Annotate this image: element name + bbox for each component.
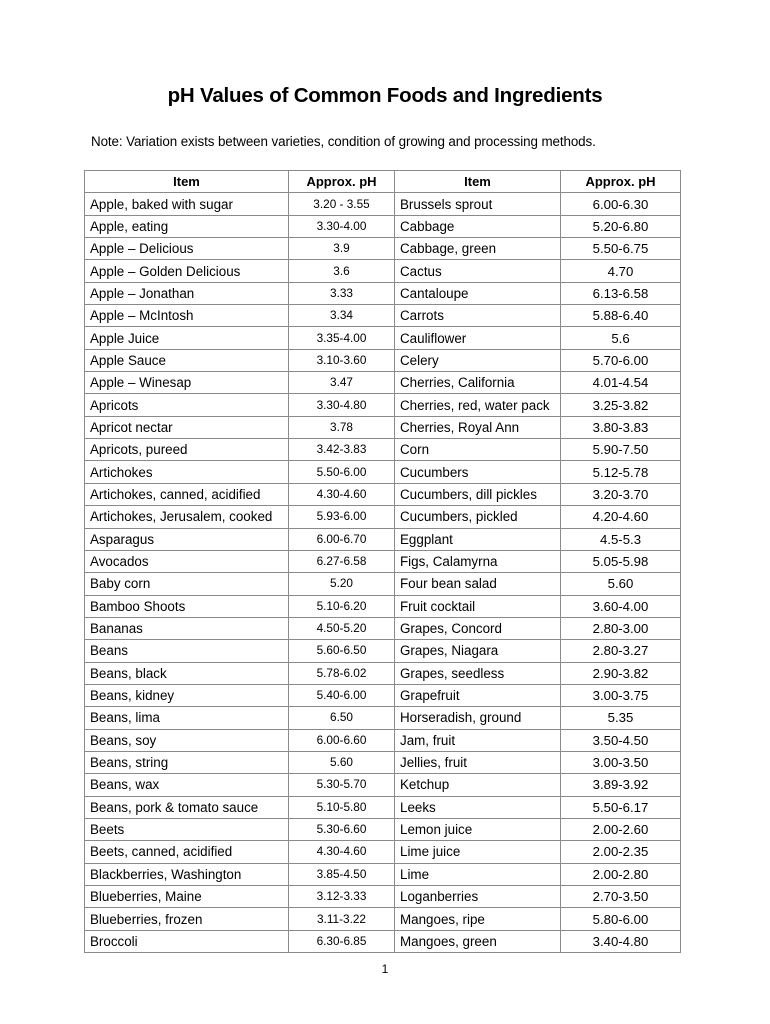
item-left-cell: Beans — [85, 640, 289, 662]
table-row — [85, 260, 681, 282]
table-row — [85, 729, 681, 751]
ph-values-table — [84, 170, 681, 953]
item-left-cell: Beets — [85, 818, 289, 840]
ph-right-cell: 3.40-4.80 — [561, 930, 681, 952]
item-right-cell: Four bean salad — [395, 573, 561, 595]
item-right-cell: Ketchup — [395, 774, 561, 796]
item-right-cell: Lime juice — [395, 841, 561, 863]
header-ph-right: Approx. pH — [561, 171, 681, 193]
table-row — [85, 707, 681, 729]
item-right-cell: Grapes, seedless — [395, 662, 561, 684]
ph-right-cell: 3.80-3.83 — [561, 416, 681, 438]
table-row — [85, 818, 681, 840]
ph-left-cell: 3.30-4.00 — [289, 215, 395, 237]
table-row — [85, 863, 681, 885]
ph-left-cell: 3.33 — [289, 282, 395, 304]
item-right-cell: Carrots — [395, 305, 561, 327]
item-left-cell: Apricot nectar — [85, 416, 289, 438]
item-left-cell: Apple – Golden Delicious — [85, 260, 289, 282]
table-row — [85, 416, 681, 438]
item-right-cell: Eggplant — [395, 528, 561, 550]
item-right-cell: Fruit cocktail — [395, 595, 561, 617]
item-left-cell: Blueberries, Maine — [85, 886, 289, 908]
ph-right-cell: 4.01-4.54 — [561, 372, 681, 394]
item-left-cell: Apple – McIntosh — [85, 305, 289, 327]
ph-right-cell: 2.00-2.80 — [561, 863, 681, 885]
ph-right-cell: 6.13-6.58 — [561, 282, 681, 304]
ph-left-cell: 3.30-4.80 — [289, 394, 395, 416]
ph-right-cell: 2.00-2.60 — [561, 818, 681, 840]
ph-right-cell: 5.05-5.98 — [561, 550, 681, 572]
table-row — [85, 461, 681, 483]
ph-left-cell: 3.9 — [289, 238, 395, 260]
header-ph-left: Approx. pH — [289, 171, 395, 193]
table-row — [85, 215, 681, 237]
item-left-cell: Artichokes, canned, acidified — [85, 483, 289, 505]
item-right-cell: Cactus — [395, 260, 561, 282]
ph-right-cell: 5.88-6.40 — [561, 305, 681, 327]
item-right-cell: Cherries, California — [395, 372, 561, 394]
item-left-cell: Apple Sauce — [85, 349, 289, 371]
item-left-cell: Apple, eating — [85, 215, 289, 237]
table-row — [85, 930, 681, 952]
ph-right-cell: 5.50-6.75 — [561, 238, 681, 260]
ph-right-cell: 2.80-3.27 — [561, 640, 681, 662]
item-left-cell: Asparagus — [85, 528, 289, 550]
ph-right-cell: 3.00-3.75 — [561, 684, 681, 706]
ph-left-cell: 3.12-3.33 — [289, 886, 395, 908]
item-right-cell: Cantaloupe — [395, 282, 561, 304]
ph-right-cell: 2.80-3.00 — [561, 617, 681, 639]
ph-left-cell: 3.10-3.60 — [289, 349, 395, 371]
item-right-cell: Lime — [395, 863, 561, 885]
ph-right-cell: 5.80-6.00 — [561, 908, 681, 930]
ph-right-cell: 4.20-4.60 — [561, 506, 681, 528]
item-right-cell: Figs, Calamyrna — [395, 550, 561, 572]
ph-left-cell: 5.60 — [289, 751, 395, 773]
table-row — [85, 908, 681, 930]
ph-left-cell: 4.30-4.60 — [289, 483, 395, 505]
ph-right-cell: 4.70 — [561, 260, 681, 282]
table-row — [85, 774, 681, 796]
item-right-cell: Cucumbers, dill pickles — [395, 483, 561, 505]
table-row — [85, 506, 681, 528]
table-row — [85, 617, 681, 639]
item-left-cell: Beans, kidney — [85, 684, 289, 706]
item-right-cell: Cabbage, green — [395, 238, 561, 260]
item-right-cell: Brussels sprout — [395, 193, 561, 215]
ph-left-cell: 3.11-3.22 — [289, 908, 395, 930]
item-left-cell: Blueberries, frozen — [85, 908, 289, 930]
ph-right-cell: 5.20-6.80 — [561, 215, 681, 237]
item-left-cell: Artichokes, Jerusalem, cooked — [85, 506, 289, 528]
ph-left-cell: 6.00-6.60 — [289, 729, 395, 751]
ph-left-cell: 3.34 — [289, 305, 395, 327]
ph-right-cell: 3.60-4.00 — [561, 595, 681, 617]
variation-note: Note: Variation exists between varieties, condition of growing and processing methods. — [91, 134, 596, 149]
ph-right-cell: 6.00-6.30 — [561, 193, 681, 215]
ph-left-cell: 5.30-6.60 — [289, 818, 395, 840]
ph-left-cell: 3.85-4.50 — [289, 863, 395, 885]
table-row — [85, 640, 681, 662]
item-left-cell: Baby corn — [85, 573, 289, 595]
table-row — [85, 372, 681, 394]
header-item-left: Item — [85, 171, 289, 193]
ph-right-cell: 5.12-5.78 — [561, 461, 681, 483]
item-right-cell: Leeks — [395, 796, 561, 818]
ph-left-cell: 3.78 — [289, 416, 395, 438]
page-title: pH Values of Common Foods and Ingredients — [167, 84, 603, 107]
ph-right-cell: 3.20-3.70 — [561, 483, 681, 505]
item-right-cell: Cherries, red, water pack — [395, 394, 561, 416]
table-row — [85, 238, 681, 260]
table-row — [85, 439, 681, 461]
table-row — [85, 349, 681, 371]
table-row — [85, 327, 681, 349]
item-right-cell: Cucumbers, pickled — [395, 506, 561, 528]
table-row — [85, 528, 681, 550]
ph-right-cell: 2.70-3.50 — [561, 886, 681, 908]
table-row — [85, 550, 681, 572]
item-left-cell: Artichokes — [85, 461, 289, 483]
table-row — [85, 573, 681, 595]
ph-left-cell: 3.47 — [289, 372, 395, 394]
item-right-cell: Lemon juice — [395, 818, 561, 840]
ph-right-cell: 5.6 — [561, 327, 681, 349]
ph-right-cell: 3.00-3.50 — [561, 751, 681, 773]
item-right-cell: Corn — [395, 439, 561, 461]
item-right-cell: Cabbage — [395, 215, 561, 237]
ph-left-cell: 5.10-5.80 — [289, 796, 395, 818]
ph-left-cell: 5.40-6.00 — [289, 684, 395, 706]
table-row — [85, 305, 681, 327]
item-left-cell: Beans, wax — [85, 774, 289, 796]
item-right-cell: Mangoes, green — [395, 930, 561, 952]
item-left-cell: Blackberries, Washington — [85, 863, 289, 885]
table-row — [85, 193, 681, 215]
ph-left-cell: 5.50-6.00 — [289, 461, 395, 483]
page-number: 1 — [381, 962, 389, 976]
ph-left-cell: 6.50 — [289, 707, 395, 729]
item-right-cell: Loganberries — [395, 886, 561, 908]
ph-left-cell: 6.27-6.58 — [289, 550, 395, 572]
table-header-row — [85, 171, 681, 193]
item-left-cell: Apricots, pureed — [85, 439, 289, 461]
ph-right-cell: 5.35 — [561, 707, 681, 729]
ph-right-cell: 3.50-4.50 — [561, 729, 681, 751]
table-row — [85, 796, 681, 818]
table-row — [85, 595, 681, 617]
item-left-cell: Avocados — [85, 550, 289, 572]
ph-left-cell: 3.6 — [289, 260, 395, 282]
ph-right-cell: 2.00-2.35 — [561, 841, 681, 863]
item-right-cell: Celery — [395, 349, 561, 371]
table-row — [85, 886, 681, 908]
ph-right-cell: 5.60 — [561, 573, 681, 595]
table-row — [85, 282, 681, 304]
item-left-cell: Bananas — [85, 617, 289, 639]
ph-left-cell: 3.35-4.00 — [289, 327, 395, 349]
item-right-cell: Cherries, Royal Ann — [395, 416, 561, 438]
item-right-cell: Cauliflower — [395, 327, 561, 349]
table-row — [85, 662, 681, 684]
item-left-cell: Beans, black — [85, 662, 289, 684]
ph-left-cell: 4.50-5.20 — [289, 617, 395, 639]
ph-right-cell: 5.50-6.17 — [561, 796, 681, 818]
table-row — [85, 751, 681, 773]
ph-right-cell: 2.90-3.82 — [561, 662, 681, 684]
item-right-cell: Grapes, Concord — [395, 617, 561, 639]
item-left-cell: Apple – Winesap — [85, 372, 289, 394]
ph-left-cell: 5.60-6.50 — [289, 640, 395, 662]
ph-left-cell: 3.20 - 3.55 — [289, 193, 395, 215]
item-right-cell: Horseradish, ground — [395, 707, 561, 729]
item-right-cell: Jam, fruit — [395, 729, 561, 751]
ph-left-cell: 5.93-6.00 — [289, 506, 395, 528]
ph-right-cell: 5.90-7.50 — [561, 439, 681, 461]
table-row — [85, 394, 681, 416]
item-left-cell: Apricots — [85, 394, 289, 416]
ph-right-cell: 5.70-6.00 — [561, 349, 681, 371]
item-right-cell: Grapefruit — [395, 684, 561, 706]
item-left-cell: Beets, canned, acidified — [85, 841, 289, 863]
table-row — [85, 483, 681, 505]
item-right-cell: Jellies, fruit — [395, 751, 561, 773]
item-left-cell: Apple – Jonathan — [85, 282, 289, 304]
item-left-cell: Bamboo Shoots — [85, 595, 289, 617]
item-left-cell: Beans, soy — [85, 729, 289, 751]
item-left-cell: Apple – Delicious — [85, 238, 289, 260]
table-row — [85, 684, 681, 706]
ph-left-cell: 4.30-4.60 — [289, 841, 395, 863]
ph-left-cell: 5.20 — [289, 573, 395, 595]
item-left-cell: Beans, pork & tomato sauce — [85, 796, 289, 818]
ph-left-cell: 6.30-6.85 — [289, 930, 395, 952]
table-row — [85, 841, 681, 863]
ph-left-cell: 5.10-6.20 — [289, 595, 395, 617]
ph-right-cell: 3.25-3.82 — [561, 394, 681, 416]
item-left-cell: Apple Juice — [85, 327, 289, 349]
item-left-cell: Broccoli — [85, 930, 289, 952]
item-right-cell: Grapes, Niagara — [395, 640, 561, 662]
item-right-cell: Mangoes, ripe — [395, 908, 561, 930]
item-left-cell: Beans, lima — [85, 707, 289, 729]
header-item-right: Item — [395, 171, 561, 193]
item-right-cell: Cucumbers — [395, 461, 561, 483]
ph-right-cell: 4.5-5.3 — [561, 528, 681, 550]
ph-left-cell: 5.30-5.70 — [289, 774, 395, 796]
item-left-cell: Apple, baked with sugar — [85, 193, 289, 215]
ph-left-cell: 6.00-6.70 — [289, 528, 395, 550]
ph-right-cell: 3.89-3.92 — [561, 774, 681, 796]
ph-left-cell: 3.42-3.83 — [289, 439, 395, 461]
ph-left-cell: 5.78-6.02 — [289, 662, 395, 684]
item-left-cell: Beans, string — [85, 751, 289, 773]
